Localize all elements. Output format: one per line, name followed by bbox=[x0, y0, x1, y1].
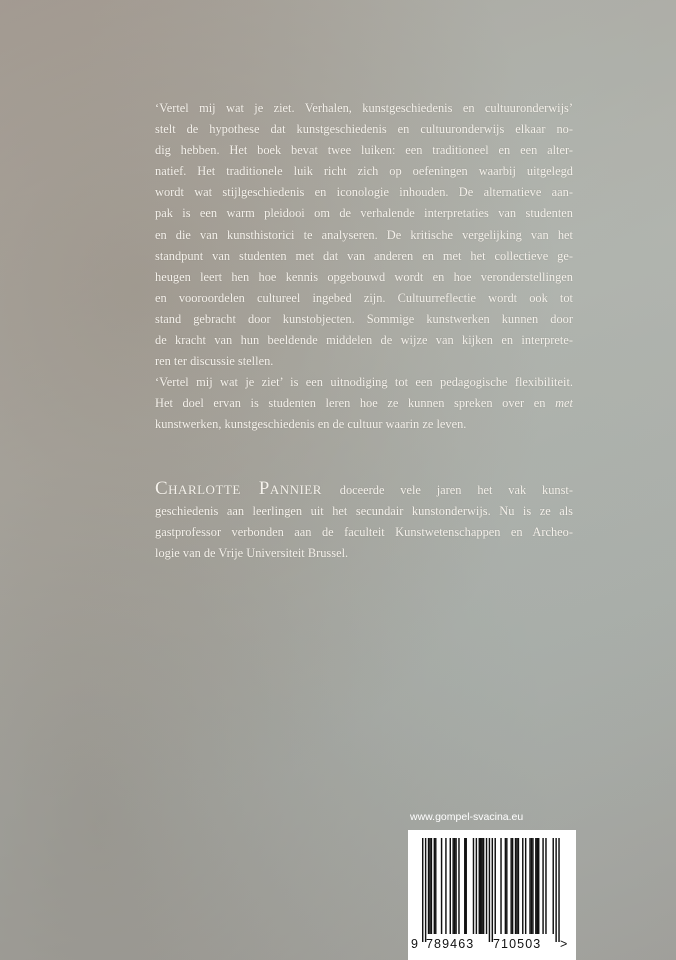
barcode-guard-bar bbox=[555, 838, 556, 942]
barcode-bar bbox=[522, 838, 523, 934]
barcode-bar bbox=[452, 838, 453, 934]
summary-paragraph-2-line: kunstwerken, kunstgeschiedenis en de cultuur waarin ze leven. bbox=[155, 417, 467, 432]
barcode-bar bbox=[441, 838, 442, 934]
summary-line: ren ter discussie stellen. bbox=[155, 354, 274, 369]
barcode-guard-bar bbox=[425, 838, 426, 942]
barcode-bar bbox=[500, 838, 501, 934]
summary-line: stelt de hypothese dat kunstgeschiedenis en cultuuronderwijs elkaar no- bbox=[155, 122, 573, 137]
barcode-bar bbox=[479, 838, 480, 934]
summary-paragraph-2-line: ‘Vertel mij wat je ziet’ is een uitnodiging tot een pedagogische flexibiliteit. bbox=[155, 375, 573, 390]
quiet-zone-mark: > bbox=[560, 937, 569, 951]
isbn-left-group: 789463 bbox=[426, 937, 475, 951]
barcode-bar bbox=[512, 838, 513, 934]
barcode-bar bbox=[466, 838, 467, 934]
barcode-bar bbox=[531, 838, 532, 934]
barcode-bar bbox=[510, 838, 511, 934]
barcode-guard-bar bbox=[489, 838, 490, 942]
italic-word: met bbox=[555, 396, 573, 411]
summary-paragraph-2-line bbox=[155, 393, 573, 414]
author-name: Charlotte Pannier bbox=[155, 478, 322, 499]
barcode-bar bbox=[525, 838, 526, 934]
bio-line: logie van de Vrije Universiteit Brussel. bbox=[155, 546, 349, 560]
summary-line: pak is een warm pleidooi om de verhalende interpretaties van studenten bbox=[155, 206, 573, 221]
summary-text: Het doel ervan is studenten leren hoe ze kunnen spreken over en bbox=[155, 396, 546, 411]
barcode-bar bbox=[464, 838, 465, 934]
barcode-bar bbox=[455, 838, 456, 934]
bio-line bbox=[155, 478, 573, 501]
barcode-guard-bar bbox=[558, 838, 559, 942]
publisher-website: www.gompel-svacina.eu bbox=[410, 811, 524, 823]
summary-line: en die van kunsthistorici te analyseren. De kritische vergelijking van het bbox=[155, 227, 573, 242]
barcode-bar bbox=[545, 838, 546, 934]
barcode-bar bbox=[537, 838, 538, 934]
barcode-bar bbox=[483, 838, 484, 934]
bio-text: doceerde vele jaren het vak kunst- bbox=[339, 483, 573, 497]
barcode-bar bbox=[553, 838, 554, 934]
isbn-barcode bbox=[408, 830, 576, 960]
bio-line: gastprofessor verbonden aan de faculteit Kunstwetenschappen en Archeo- bbox=[155, 525, 573, 539]
summary-line: stand gebracht door kunstobjecten. Sommige kunstwerken kunnen door bbox=[155, 311, 573, 326]
barcode-bar bbox=[529, 838, 530, 934]
barcode-bar bbox=[473, 838, 474, 934]
barcode-guard-bar bbox=[422, 838, 423, 942]
barcode-bar bbox=[542, 838, 543, 934]
barcode-bar bbox=[535, 838, 536, 934]
barcode-bar bbox=[431, 838, 432, 934]
isbn-right-group: 710503 bbox=[493, 937, 542, 951]
barcode-bar bbox=[454, 838, 455, 934]
barcode-bar bbox=[434, 838, 435, 934]
isbn-first-digit: 9 bbox=[411, 937, 420, 951]
barcode-bar bbox=[445, 838, 446, 934]
barcode-bar bbox=[538, 838, 539, 934]
bio-line: geschiedenis aan leerlingen uit het secundair kunstonderwijs. Nu is ze als bbox=[155, 504, 573, 518]
barcode-bar bbox=[480, 838, 481, 934]
summary-line: heugen leert hen hoe kennis opgebouwd wordt en hoe veronderstellingen bbox=[155, 269, 573, 284]
barcode-guard-bar bbox=[492, 838, 493, 942]
barcode-bar bbox=[515, 838, 516, 934]
barcode-bar bbox=[450, 838, 451, 934]
barcode-bar bbox=[506, 838, 507, 934]
summary-line: standpunt van studenten met dat van anderen en met het collectieve ge- bbox=[155, 248, 573, 263]
author-bio bbox=[155, 478, 573, 564]
summary-line: natief. Het traditionele luik richt zich op oefeningen waarbij uitgelegd bbox=[155, 164, 573, 179]
barcode-bar bbox=[495, 838, 496, 934]
barcode-bar bbox=[532, 838, 533, 934]
barcode-bar bbox=[516, 838, 517, 934]
summary-line: en vooroordelen cultureel ingebed zijn. Cultuurreflectie wordt ook tot bbox=[155, 290, 573, 305]
summary-line: de kracht van hun beeldende middelen de wijze van kijken en interprete- bbox=[155, 333, 573, 348]
summary-line: ‘Vertel mij wat je ziet. Verhalen, kunstgeschiedenis en cultuuronderwijs’ bbox=[155, 101, 573, 115]
barcode-bar bbox=[429, 838, 430, 934]
summary-line: dig hebben. Het boek bevat twee luiken: een traditioneel en een alter- bbox=[155, 143, 573, 158]
barcode-bar bbox=[518, 838, 519, 934]
barcode-bar bbox=[505, 838, 506, 934]
barcode-bar bbox=[486, 838, 487, 934]
barcode-bar bbox=[435, 838, 436, 934]
barcode-bar bbox=[476, 838, 477, 934]
barcode-bar bbox=[481, 838, 482, 934]
barcode-bar bbox=[458, 838, 459, 934]
barcode-bar bbox=[428, 838, 429, 934]
summary-line: wordt wat stijlgeschiedenis en iconologie inhouden. De alternatieve aan- bbox=[155, 185, 573, 200]
book-summary bbox=[155, 98, 573, 436]
